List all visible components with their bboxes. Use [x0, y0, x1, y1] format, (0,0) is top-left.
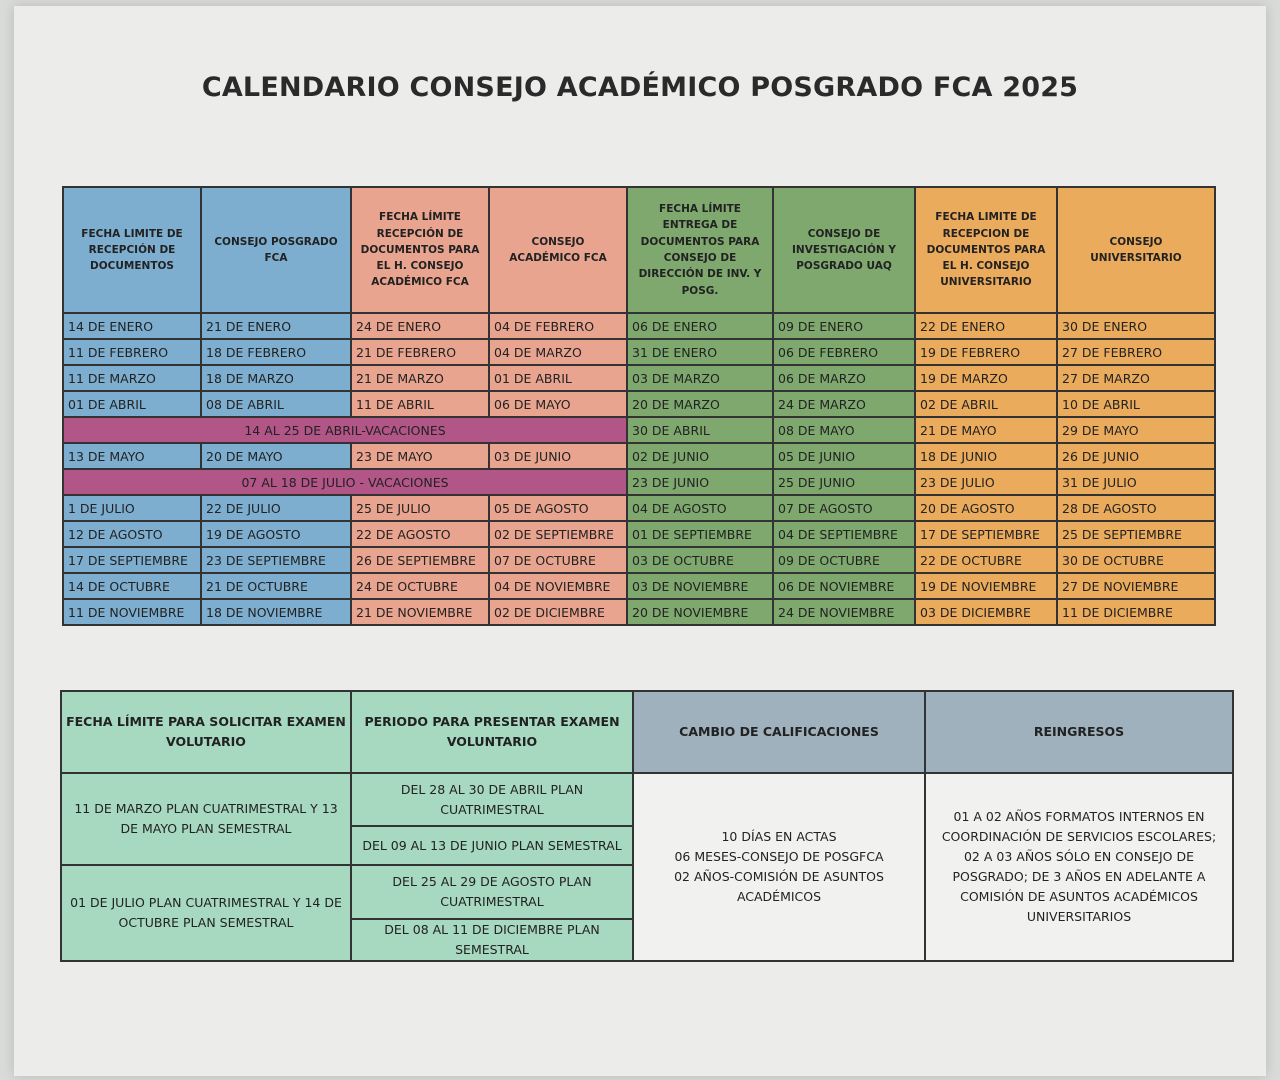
calendar-row — [63, 365, 1215, 391]
header-exam-request: FECHA LÍMITE PARA SOLICITAR EXAMEN VOLUTARIO — [61, 691, 351, 773]
exam-period-4: DEL 08 AL 11 DE DICIEMBRE PLAN SEMESTRAL — [351, 919, 633, 961]
exam-table — [60, 690, 1234, 962]
date-cell: 03 DE MARZO — [627, 365, 773, 391]
date-cell: 17 DE SEPTIEMBRE — [915, 521, 1057, 547]
date-cell: 22 DE JULIO — [201, 495, 351, 521]
header-direction-doc-deadline: FECHA LÍMITE ENTREGA DE DOCUMENTOS PARA CONSEJO DE DIRECCIÓN DE INV. Y POSG. — [627, 187, 773, 313]
date-cell: 06 DE ENERO — [627, 313, 773, 339]
header-exam-period: PERIODO PARA PRESENTAR EXAMEN VOLUNTARIO — [351, 691, 633, 773]
header-posgrado-council: CONSEJO POSGRADO FCA — [201, 187, 351, 313]
date-cell: 08 DE MAYO — [773, 417, 915, 443]
date-cell: 13 DE MAYO — [63, 443, 201, 469]
calendar-row — [63, 599, 1215, 625]
calendar-row — [63, 313, 1215, 339]
date-cell: 21 DE MARZO — [351, 365, 489, 391]
date-cell: 11 DE FEBRERO — [63, 339, 201, 365]
date-cell: 06 DE FEBRERO — [773, 339, 915, 365]
calendar-table — [62, 186, 1216, 626]
date-cell: 12 DE AGOSTO — [63, 521, 201, 547]
date-cell: 14 DE ENERO — [63, 313, 201, 339]
grade-change-line: 02 AÑOS-COMISIÓN DE ASUNTOS ACADÉMICOS — [674, 869, 884, 904]
date-cell: 09 DE ENERO — [773, 313, 915, 339]
vacation-band: 07 AL 18 DE JULIO - VACACIONES — [63, 469, 627, 495]
date-cell: 05 DE JUNIO — [773, 443, 915, 469]
calendar-row — [63, 391, 1215, 417]
header-university-doc-deadline: FECHA LIMITE DE RECEPCION DE DOCUMENTOS PARA EL H. CONSEJO UNIVERSITARIO — [915, 187, 1057, 313]
date-cell: 04 DE MARZO — [489, 339, 627, 365]
grade-change-line: 10 DÍAS EN ACTAS — [721, 829, 837, 844]
date-cell: 20 DE MARZO — [627, 391, 773, 417]
readmission-cell: 01 A 02 AÑOS FORMATOS INTERNOS EN COORDINACIÓN DE SERVICIOS ESCOLARES; 02 A 03 AÑOS SÓLO EN CONSEJO DE POSGRADO; DE 3 AÑOS EN ADELANTE A COMISIÓN DE ASUNTOS ACADÉMICOS UNIVERSITARIOS — [925, 773, 1233, 961]
date-cell: 20 DE AGOSTO — [915, 495, 1057, 521]
date-cell: 20 DE MAYO — [201, 443, 351, 469]
header-academic-council: CONSEJO ACADÉMICO FCA — [489, 187, 627, 313]
date-cell: 04 DE NOVIEMBRE — [489, 573, 627, 599]
date-cell: 30 DE ABRIL — [627, 417, 773, 443]
date-cell: 07 DE AGOSTO — [773, 495, 915, 521]
date-cell: 11 DE DICIEMBRE — [1057, 599, 1215, 625]
date-cell: 28 DE AGOSTO — [1057, 495, 1215, 521]
date-cell: 14 DE OCTUBRE — [63, 573, 201, 599]
date-cell: 23 DE JUNIO — [627, 469, 773, 495]
date-cell: 24 DE OCTUBRE — [351, 573, 489, 599]
calendar-row — [63, 547, 1215, 573]
date-cell: 1 DE JULIO — [63, 495, 201, 521]
date-cell: 17 DE SEPTIEMBRE — [63, 547, 201, 573]
header-grade-change: CAMBIO DE CALIFICACIONES — [633, 691, 925, 773]
date-cell: 22 DE AGOSTO — [351, 521, 489, 547]
date-cell: 25 DE JULIO — [351, 495, 489, 521]
date-cell: 18 DE JUNIO — [915, 443, 1057, 469]
exam-row — [61, 773, 1233, 826]
grade-change-line: 06 MESES-CONSEJO DE POSGFCA — [674, 849, 884, 864]
date-cell: 08 DE ABRIL — [201, 391, 351, 417]
exam-header-row — [61, 691, 1233, 773]
date-cell: 19 DE FEBRERO — [915, 339, 1057, 365]
date-cell: 11 DE MARZO — [63, 365, 201, 391]
date-cell: 23 DE SEPTIEMBRE — [201, 547, 351, 573]
date-cell: 03 DE DICIEMBRE — [915, 599, 1057, 625]
date-cell: 18 DE NOVIEMBRE — [201, 599, 351, 625]
date-cell: 21 DE NOVIEMBRE — [351, 599, 489, 625]
date-cell: 25 DE JUNIO — [773, 469, 915, 495]
date-cell: 01 DE SEPTIEMBRE — [627, 521, 773, 547]
date-cell: 20 DE NOVIEMBRE — [627, 599, 773, 625]
date-cell: 11 DE NOVIEMBRE — [63, 599, 201, 625]
date-cell: 27 DE FEBRERO — [1057, 339, 1215, 365]
exam-period-3: DEL 25 AL 29 DE AGOSTO PLAN CUATRIMESTRAL — [351, 865, 633, 919]
date-cell: 03 DE NOVIEMBRE — [627, 573, 773, 599]
date-cell: 24 DE ENERO — [351, 313, 489, 339]
date-cell: 27 DE MARZO — [1057, 365, 1215, 391]
date-cell: 01 DE ABRIL — [63, 391, 201, 417]
date-cell: 02 DE SEPTIEMBRE — [489, 521, 627, 547]
date-cell: 22 DE OCTUBRE — [915, 547, 1057, 573]
date-cell: 21 DE OCTUBRE — [201, 573, 351, 599]
calendar-row — [63, 443, 1215, 469]
date-cell: 19 DE NOVIEMBRE — [915, 573, 1057, 599]
date-cell: 09 DE OCTUBRE — [773, 547, 915, 573]
exam-request-1: 11 DE MARZO PLAN CUATRIMESTRAL Y 13 DE MAYO PLAN SEMESTRAL — [61, 773, 351, 865]
calendar-row — [63, 495, 1215, 521]
date-cell: 24 DE NOVIEMBRE — [773, 599, 915, 625]
date-cell: 18 DE MARZO — [201, 365, 351, 391]
calendar-row — [63, 339, 1215, 365]
date-cell: 01 DE ABRIL — [489, 365, 627, 391]
date-cell: 23 DE MAYO — [351, 443, 489, 469]
date-cell: 21 DE MAYO — [915, 417, 1057, 443]
date-cell: 31 DE ENERO — [627, 339, 773, 365]
exam-period-2: DEL 09 AL 13 DE JUNIO PLAN SEMESTRAL — [351, 826, 633, 865]
exam-request-2: 01 DE JULIO PLAN CUATRIMESTRAL Y 14 DE OCTUBRE PLAN SEMESTRAL — [61, 865, 351, 961]
header-university-council: CONSEJO UNIVERSITARIO — [1057, 187, 1215, 313]
date-cell: 06 DE MARZO — [773, 365, 915, 391]
exam-period-1: DEL 28 AL 30 DE ABRIL PLAN CUATRIMESTRAL — [351, 773, 633, 826]
calendar-row — [63, 417, 1215, 443]
date-cell: 11 DE ABRIL — [351, 391, 489, 417]
date-cell: 27 DE NOVIEMBRE — [1057, 573, 1215, 599]
date-cell: 30 DE OCTUBRE — [1057, 547, 1215, 573]
date-cell: 07 DE OCTUBRE — [489, 547, 627, 573]
date-cell: 19 DE MARZO — [915, 365, 1057, 391]
date-cell: 02 DE DICIEMBRE — [489, 599, 627, 625]
date-cell: 30 DE ENERO — [1057, 313, 1215, 339]
header-research-council: CONSEJO DE INVESTIGACIÓN Y POSGRADO UAQ — [773, 187, 915, 313]
date-cell: 19 DE AGOSTO — [201, 521, 351, 547]
header-academic-doc-deadline: FECHA LÍMITE RECEPCIÓN DE DOCUMENTOS PARA EL H. CONSEJO ACADÉMICO FCA — [351, 187, 489, 313]
date-cell: 18 DE FEBRERO — [201, 339, 351, 365]
calendar-header-row — [63, 187, 1215, 313]
date-cell: 22 DE ENERO — [915, 313, 1057, 339]
header-doc-deadline: FECHA LIMITE DE RECEPCIÓN DE DOCUMENTOS — [63, 187, 201, 313]
date-cell: 21 DE ENERO — [201, 313, 351, 339]
calendar-row — [63, 469, 1215, 495]
date-cell: 26 DE JUNIO — [1057, 443, 1215, 469]
date-cell: 03 DE OCTUBRE — [627, 547, 773, 573]
date-cell: 21 DE FEBRERO — [351, 339, 489, 365]
date-cell: 04 DE FEBRERO — [489, 313, 627, 339]
date-cell: 24 DE MARZO — [773, 391, 915, 417]
date-cell: 03 DE JUNIO — [489, 443, 627, 469]
header-readmission: REINGRESOS — [925, 691, 1233, 773]
date-cell: 29 DE MAYO — [1057, 417, 1215, 443]
date-cell: 06 DE MAYO — [489, 391, 627, 417]
date-cell: 25 DE SEPTIEMBRE — [1057, 521, 1215, 547]
date-cell: 02 DE JUNIO — [627, 443, 773, 469]
date-cell: 04 DE SEPTIEMBRE — [773, 521, 915, 547]
date-cell: 31 DE JULIO — [1057, 469, 1215, 495]
calendar-body — [63, 313, 1215, 625]
calendar-row — [63, 573, 1215, 599]
date-cell: 02 DE ABRIL — [915, 391, 1057, 417]
date-cell: 10 DE ABRIL — [1057, 391, 1215, 417]
vacation-band: 14 AL 25 DE ABRIL-VACACIONES — [63, 417, 627, 443]
date-cell: 06 DE NOVIEMBRE — [773, 573, 915, 599]
grade-change-cell — [633, 773, 925, 961]
page-title: CALENDARIO CONSEJO ACADÉMICO POSGRADO FCA 2025 — [201, 72, 1079, 103]
date-cell: 05 DE AGOSTO — [489, 495, 627, 521]
date-cell: 04 DE AGOSTO — [627, 495, 773, 521]
date-cell: 23 DE JULIO — [915, 469, 1057, 495]
date-cell: 26 DE SEPTIEMBRE — [351, 547, 489, 573]
calendar-row — [63, 521, 1215, 547]
